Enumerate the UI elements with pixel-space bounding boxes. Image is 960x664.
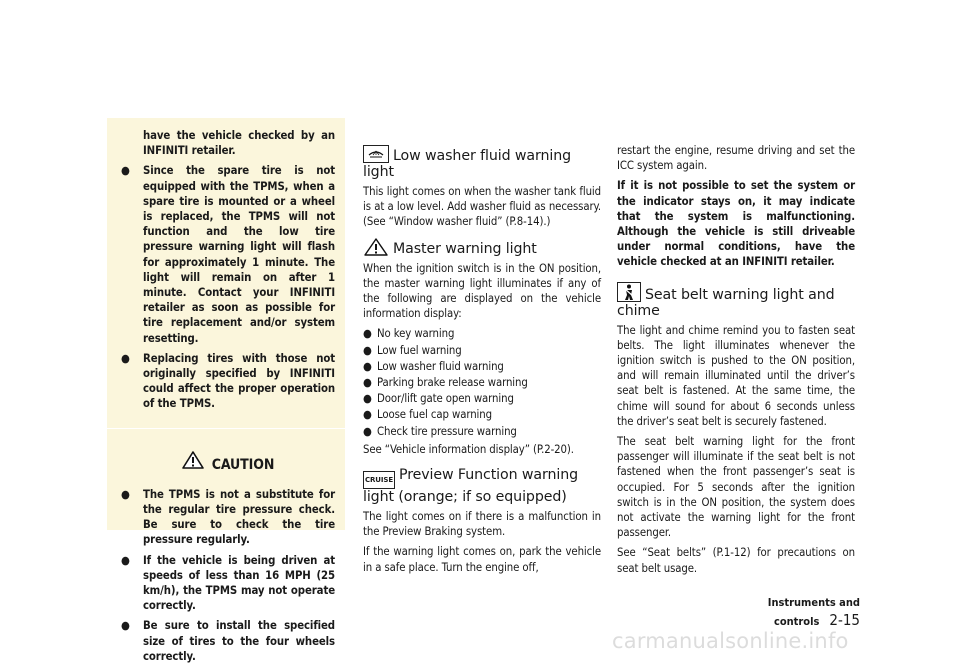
caution-bullet: ● The TPMS is not a substitute for the regular tire pressure check. Be sure to check the tire pressure regularly. [121,487,335,547]
seatbelt-body-1: The light and chime remind you to fasten seat belts. The light illuminates whenever the ignition switch is pushed to the ON position, and will remain illuminated until the driver’s seat belt is fastened. At the same time, the chime will sound for about 6 seconds unless the driver’s seat belt is securely fastened. [617,323,855,428]
caution-bullet: ● If the vehicle is being driven at speeds of less than 16 MPH (25 km/h), the TPMS may not operate correctly. [121,553,335,613]
seatbelt-icon [617,282,641,302]
bullet-dot: ● [363,376,372,390]
master-warning-icon [363,238,389,256]
master-see: See “Vehicle information display” (P.2-20). [363,442,574,456]
warning-caution-box [107,118,345,663]
caution-bullet: ● Be sure to install the specified size of tires to the four wheels correctly. [121,619,335,663]
bullet-dot: ● [121,487,130,501]
list-item: ● Low washer fluid warning [363,359,504,373]
column-right [617,143,855,581]
washer-fluid-icon [363,145,389,163]
list-item: ● Parking brake release warning [363,376,528,390]
preview-body-2: If the warning light comes on, park the vehicle in a safe place. Turn the engine off, [363,545,601,574]
master-heading: Master warning light [363,238,601,257]
bullet-dot: ● [121,619,130,633]
caution-section [107,429,345,664]
bullet-dot: ● [363,408,372,422]
warning-bullet: ● Replacing tires with those not originally specified by INFINITI could affect the proper operation of the TPMS. [121,351,335,411]
list-item: ● Low fuel warning [363,343,462,357]
preview-bold-note: If it is not possible to set the system or the indicator stays on, it may indicate that the system is malfunctioning. Although the vehicle is still driveable under normal conditions, have the vehicle checked at an INFINITI retailer. [617,179,855,269]
list-item: ● No key warning [363,327,455,341]
washer-body: This light comes on when the washer tank fluid is at a low level. Add washer fluid as necessary. (See “Window washer fluid” (P.8-14).) [363,185,601,229]
warning-bullet: ● Since the spare tire is not equipped with the TPMS, when a spare tire is mounted or a wheel is replaced, the TPMS will not function and the low tire pressure warning light will flash for approximately 1 minute. The light will remain on after 1 minute. Contact your INFINITI retailer as soon as possible for tire replacement and/or system resetting. [121,164,335,345]
warning-section [107,118,345,412]
warning-triangle-icon [182,451,212,469]
watermark: carmanualsonline.info [612,629,849,653]
washer-heading: Low washer fluid warning light [363,145,601,180]
preview-heading: CRUISE Preview Function warning light (orange; if so equipped) [363,467,579,506]
preview-body-1: The light comes on if there is a malfunction in the Preview Braking system. [363,510,601,539]
section-title: Instruments and controls [767,596,860,628]
master-body: When the ignition switch is in the ON position, the master warning light illuminates if any of the following are displayed on the vehicle information display: [363,261,601,321]
bullet-dot: ● [121,351,130,365]
list-item: ● Door/lift gate open warning [363,392,514,406]
bullet-dot: ● [363,359,372,373]
list-item: ● Check tire pressure warning [363,424,517,438]
bullet-dot: ● [121,553,130,567]
cruise-icon: CRUISE [363,471,395,489]
preview-body-3: restart the engine, resume driving and set the ICC system again. [617,144,855,173]
seatbelt-heading: Seat belt warning light and chime [617,282,855,319]
bullet-dot: ● [363,327,372,341]
seatbelt-body-2: The seat belt warning light for the front passenger will illuminate if the seat belt is not fastened when the front passenger’s seat is occupied. For 5 seconds after the ignition switch is in the ON position, the system does not activate the warning light for the front passenger. [617,435,855,540]
caution-heading: CAUTION [121,451,335,473]
bullet-dot: ● [363,424,372,438]
page-footer [700,591,860,629]
page-number: 2-15 [829,611,860,629]
bullet-dot: ● [363,392,372,406]
seatbelt-body-3: See “Seat belts” (P.1-12) for precautions on seat belt usage. [617,546,855,575]
warning-continuation: have the vehicle checked by an INFINITI retailer. [143,129,335,158]
master-list [363,326,601,438]
column-middle [363,143,601,580]
bullet-dot: ● [121,164,130,178]
list-item: ● Loose fuel cap warning [363,408,492,422]
bullet-dot: ● [363,343,372,357]
